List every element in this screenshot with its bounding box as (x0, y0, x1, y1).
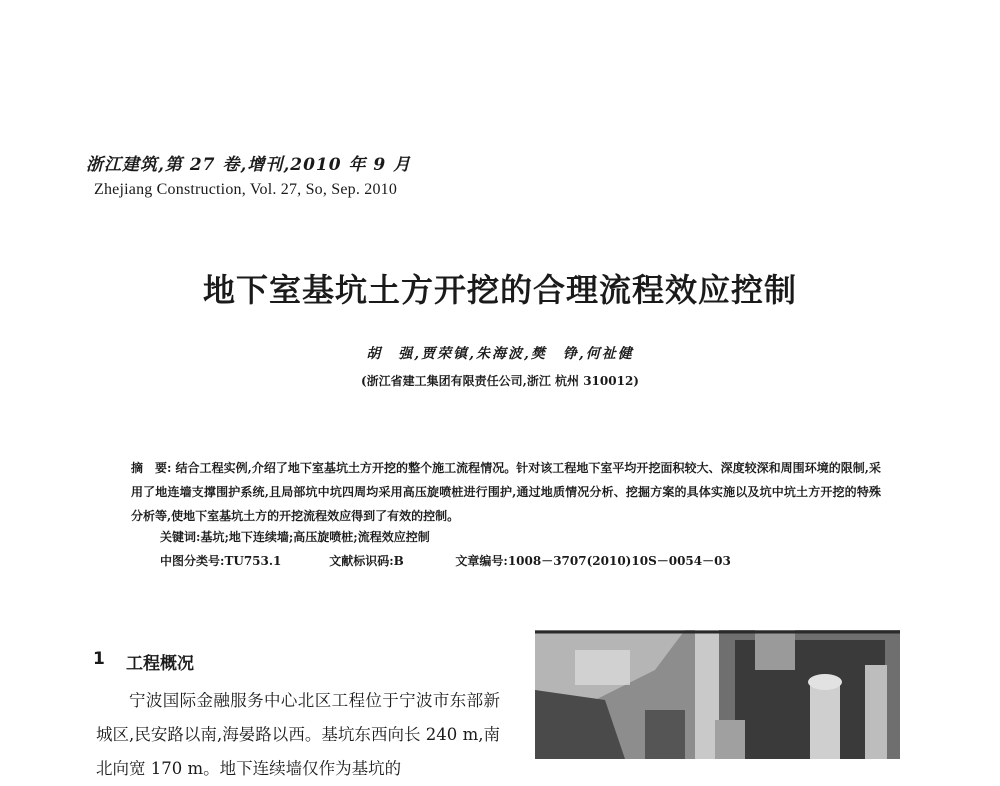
keywords-line (160, 528, 430, 545)
construction-photo-icon (535, 630, 900, 759)
journal-header-en: Zhejiang Construction, Vol. 27, So, Sep. 2010 (94, 181, 398, 198)
abstract-label: 摘 要: (131, 461, 172, 475)
article-title: 地下室基坑土方开挖的合理流程效应控制 (202, 271, 797, 309)
article-no-value: 1008－3707(2010)10S－0054－03 (507, 554, 731, 568)
section-body: 宁波国际金融服务中心北区工程位于宁波市东部新城区,民安路以南,海晏路以西。基坑东西向长 240 m,南北向宽 170 m。地下连续墙仅作为基坑的 (96, 691, 500, 778)
journal-header-cn: 浙江建筑,第 27 卷,增刊,2010 年 9 月 (86, 155, 412, 175)
abstract-text: 结合工程实例,介绍了地下室基坑土方开挖的整个施工流程情况。针对该工程地下室平均开挖面积较大、深度较深和周围环境的限制,采用了地连墙支撑围护系统,且局部坑中坑四周均采用高压旋喷桩进行围护,通过地质情况分析、挖掘方案的具体实施以及坑中坑土方开挖的特殊分析等,使地下室基坑土方的开挖流程效应得到了有效的控制。 (131, 461, 881, 523)
article-no-label: 文章编号: (455, 554, 508, 568)
abstract-block (131, 456, 881, 528)
clc-label: 中图分类号: (160, 554, 225, 568)
doc-code-label: 文献标识码: (329, 554, 394, 568)
article-affiliation: (浙江省建工集团有限责任公司,浙江 杭州 310012) (361, 374, 639, 388)
clc-value: TU753.1 (224, 554, 282, 568)
doc-code-value: B (393, 554, 404, 568)
section-number: 1 (93, 649, 105, 669)
construction-site-photo (535, 630, 900, 759)
article-authors: 胡 强,贾荣镇,朱海波,樊 铮,何祉健 (366, 346, 634, 362)
keywords-label: 关键词: (160, 530, 201, 544)
classification-line (160, 552, 731, 569)
keywords-text: 基坑;地下连续墙;高压旋喷桩;流程效应控制 (200, 530, 430, 544)
section-title: 工程概况 (126, 654, 194, 674)
